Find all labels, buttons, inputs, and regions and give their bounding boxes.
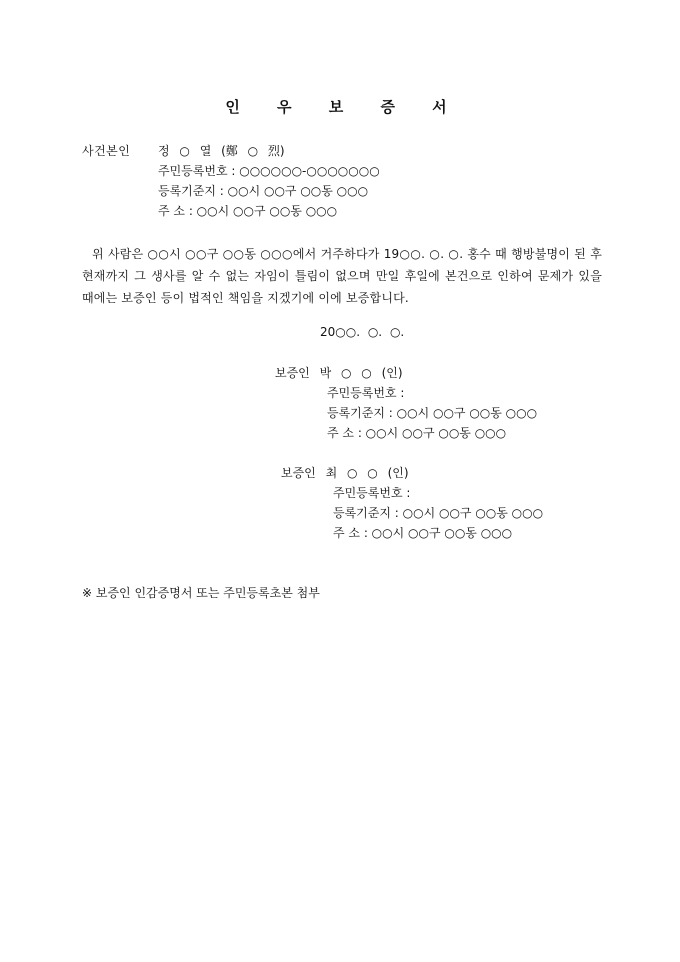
subject-registry: 등록기준지 : ○○시 ○○구 ○○동 ○○○ — [158, 184, 369, 198]
subject-label: 사건본인 — [82, 144, 131, 158]
guarantor2-address: 주 소 : ○○시 ○○구 ○○동 ○○○ — [333, 526, 513, 540]
guarantor2-registry: 등록기준지 : ○○시 ○○구 ○○동 ○○○ — [333, 506, 544, 520]
subject-address: 주 소 : ○○시 ○○구 ○○동 ○○○ — [158, 204, 338, 218]
attachment-note: ※ 보증인 인감증명서 또는 주민등록초본 첨부 — [82, 586, 320, 600]
guarantor2-resident-id: 주민등록번호 : — [333, 486, 411, 500]
guarantor1-resident-id: 주민등록번호 : — [327, 386, 405, 400]
subject-name: 정 ○ 열 (鄭 ○ 烈) — [158, 144, 285, 158]
guarantor2-name: 보증인 최 ○ ○ (인) — [281, 466, 409, 480]
guarantor1-name: 보증인 박 ○ ○ (인) — [275, 366, 403, 380]
document-date: 20○○. ○. ○. — [320, 325, 405, 339]
guarantor1-registry: 등록기준지 : ○○시 ○○구 ○○동 ○○○ — [327, 406, 538, 420]
subject-resident-id: 주민등록번호 : ○○○○○○-○○○○○○○ — [158, 164, 380, 178]
document-title: 인 우 보 증 서 — [225, 98, 463, 116]
guarantor1-address: 주 소 : ○○시 ○○구 ○○동 ○○○ — [327, 426, 507, 440]
guarantee-statement: 위 사람은 ○○시 ○○구 ○○동 ○○○에서 거주하다가 19○○. ○. ○. 홍수 때 행방불명이 된 후 현재까지 그 생사를 알 수 없는 자임이 틀림이 없으며 만일 후일에 본건으로 인하여 문제가 있을 때에는 보증인 등이 법적인 책임을 지겠기에 이에 보증합니다. — [82, 247, 602, 305]
